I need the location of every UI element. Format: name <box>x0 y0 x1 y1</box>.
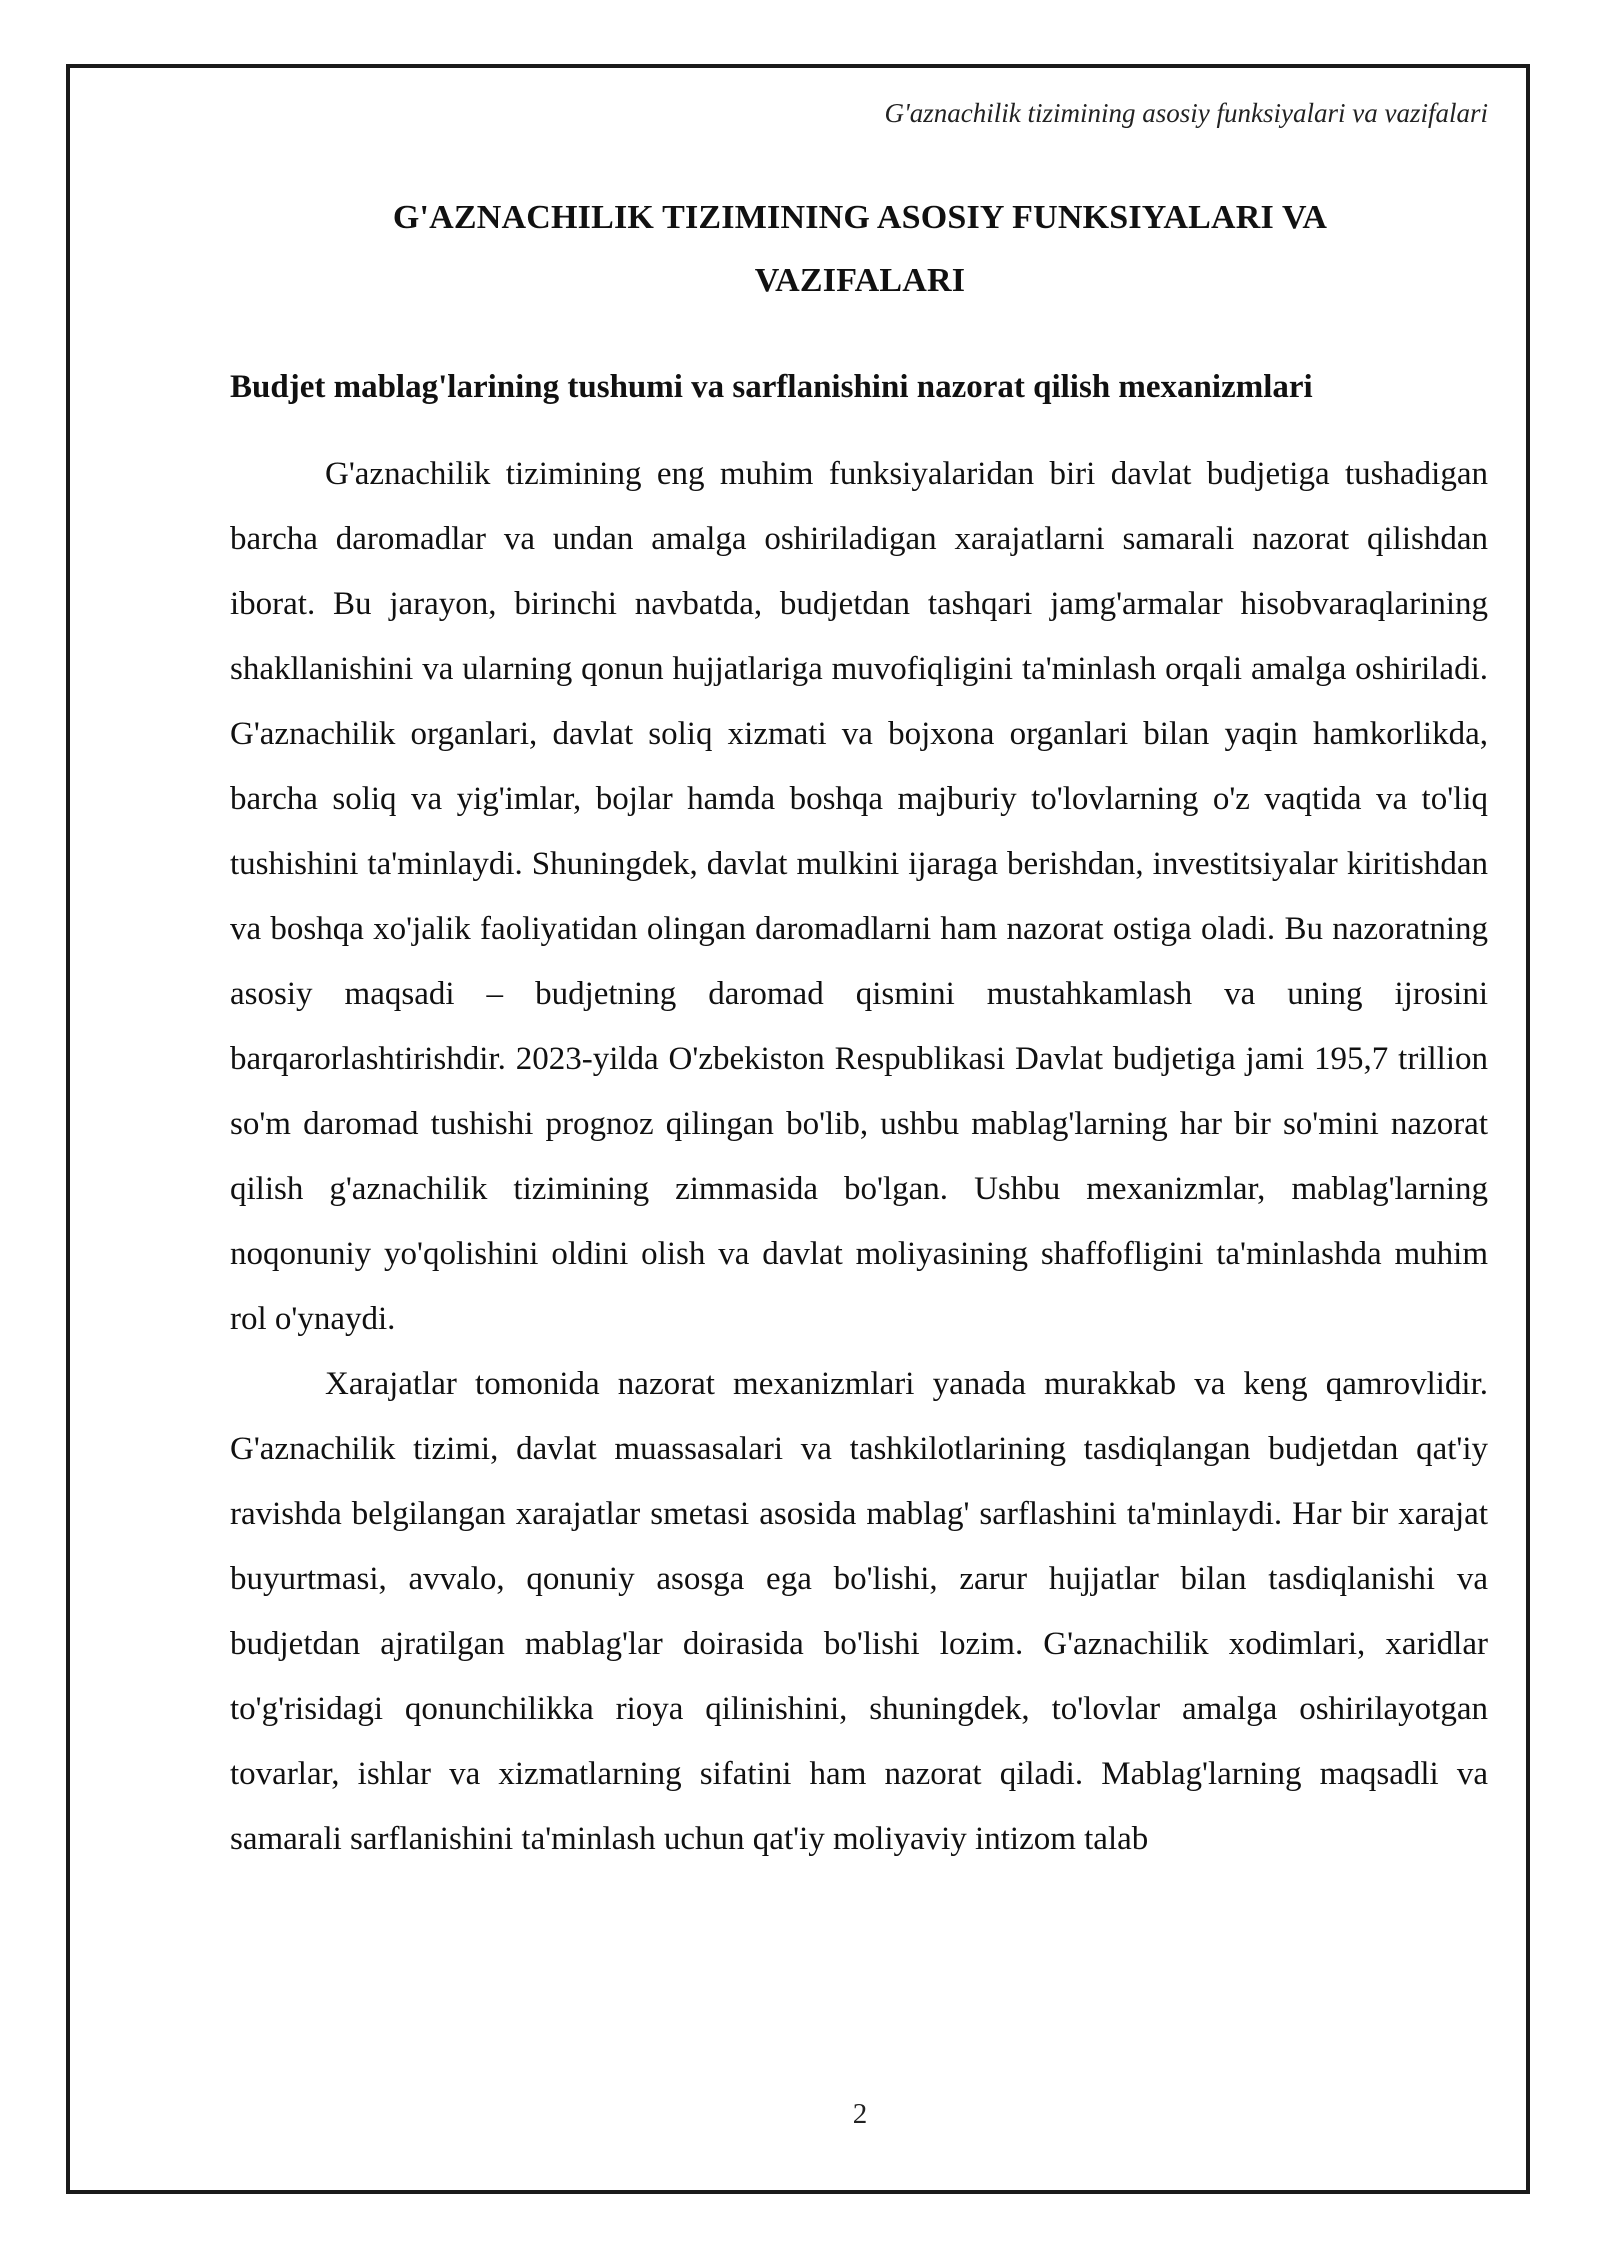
section-heading: Budjet mablag'larining tushumi va sarflanishini nazorat qilish mexanizmlari <box>230 369 1313 405</box>
body-text <box>230 442 1488 1872</box>
running-header: G'aznachilik tizimining asosiy funksiyalari va vazifalari <box>884 98 1488 128</box>
paragraph-1: G'aznachilik tizimining eng muhim funksiyalaridan biri davlat budjetiga tushadigan barcha daromadlar va undan amalga oshiriladigan xarajatlarni samarali nazorat qilishdan iborat. Bu jarayon, birinchi navbatda, budjetdan tashqari jamg'armalar hisobvaraqlarining shakllanishini va ularning qonun hujjatlariga muvofiqligini ta'minlash orqali amalga oshiriladi. G'aznachilik organlari, davlat soliq xizmati va bojxona organlari bilan yaqin hamkorlikda, barcha soliq va yig'imlar, bojlar hamda boshqa majburiy to'lovlarning o'z vaqtida va to'liq tushishini ta'minlaydi. Shuningdek, davlat mulkini ijaraga berishdan, investitsiyalar kiritishdan va boshqa xo'jalik faoliyatidan olingan daromadlarni ham nazorat ostiga oladi. Bu nazoratning asosiy maqsadi – budjetning daromad qismini mustahkamlash va uning ijrosini barqarorlashtirishdir. 2023-yilda O'zbekiston Respublikasi Davlat budjetiga jami 195,7 trillion so'm daromad tushishi prognoz qilingan bo'lib, ushbu mablag'larning har bir so'mini nazorat qilish g'aznachilik tizimining zimmasida bo'lgan. Ushbu mexanizmlar, mablag'larning noqonuniy yo'qolishini oldini olish va davlat moliyasining shaffofligini ta'minlashda muhim rol o'ynaydi. <box>230 456 1488 1337</box>
paragraph-2: Xarajatlar tomonida nazorat mexanizmlari yanada murakkab va keng qamrovlidir. G'aznachilik tizimi, davlat muassasalari va tashkilotlarining tasdiqlangan budjetdan qat'iy ravishda belgilangan xarajatlar smetasi asosida mablag' sarflashini ta'minlaydi. Har bir xarajat buyurtmasi, avvalo, qonuniy asosga ega bo'lishi, zarur hujjatlar bilan tasdiqlanishi va budjetdan ajratilgan mablag'lar doirasida bo'lishi lozim. G'aznachilik xodimlari, xaridlar to'g'risidagi qonunchilikka rioya qilinishini, shuningdek, to'lovlar amalga oshirilayotgan tovarlar, ishlar va xizmatlarning sifatini ham nazorat qiladi. Mablag'larning maqsadli va samarali sarflanishini ta'minlash uchun qat'iy moliyaviy intizom talab <box>230 1366 1488 1857</box>
document-title <box>230 186 1490 312</box>
document-title-line-2: VAZIFALARI <box>754 262 966 299</box>
document-title-line-1: G'AZNACHILIK TIZIMINING ASOSIY FUNKSIYALARI VA <box>392 199 1328 236</box>
page-number: 2 <box>852 2098 868 2130</box>
